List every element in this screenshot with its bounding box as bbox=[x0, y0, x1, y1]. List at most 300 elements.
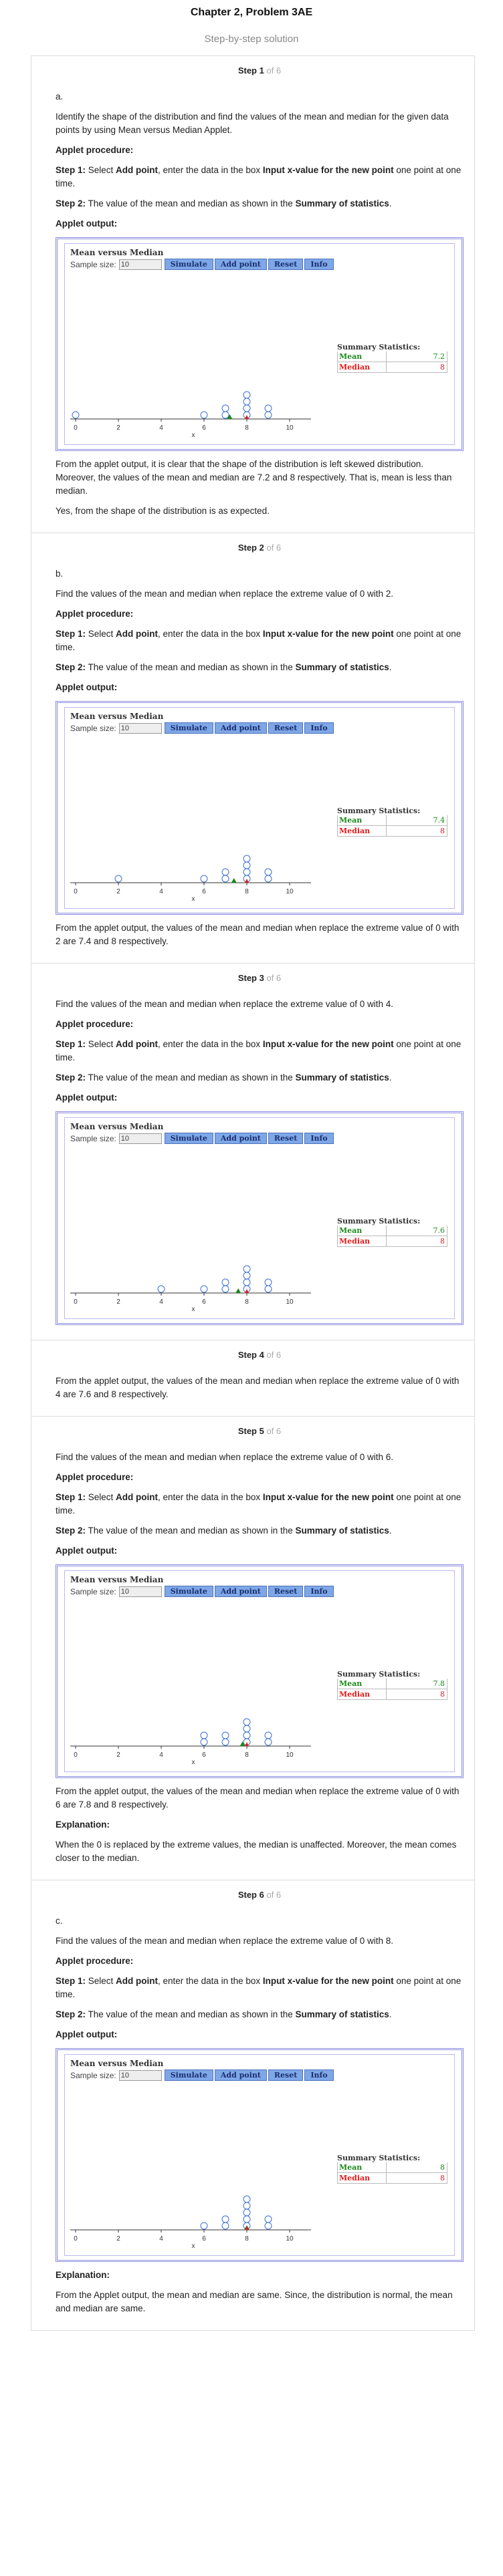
step-number: Step 4 bbox=[237, 1350, 264, 1360]
x-tick-label: 4 bbox=[159, 888, 163, 895]
data-point[interactable] bbox=[265, 405, 272, 412]
step2-text: The value of the mean and median as shown in the bbox=[86, 198, 296, 208]
add-point-button[interactable]: Add point bbox=[215, 259, 267, 270]
add-point-ref: Add point bbox=[116, 1492, 159, 1502]
input-box-ref: Input x-value for the new point bbox=[262, 1976, 394, 1986]
applet-procedure-label: Applet procedure: bbox=[56, 1019, 134, 1029]
data-point[interactable] bbox=[243, 1266, 250, 1272]
part-label: b. bbox=[56, 569, 64, 579]
summary-ref: Summary of statistics bbox=[295, 662, 389, 672]
data-point[interactable] bbox=[265, 1286, 272, 1292]
input-box-ref: Input x-value for the new point bbox=[262, 629, 394, 639]
simulate-button[interactable]: Simulate bbox=[165, 2069, 213, 2081]
step-number: Step 1 bbox=[237, 65, 264, 76]
mean-marker bbox=[231, 878, 237, 883]
step-section bbox=[31, 1340, 475, 1416]
sample-size-input[interactable]: 10 bbox=[119, 1133, 162, 1144]
step-header bbox=[56, 65, 464, 76]
data-point[interactable] bbox=[222, 2223, 229, 2229]
applet-procedure-label: Applet procedure: bbox=[56, 609, 134, 619]
applet-frame bbox=[56, 1564, 464, 1778]
dot-plot-svg bbox=[70, 1258, 324, 1312]
mean-median-applet bbox=[64, 243, 455, 445]
solution-steps bbox=[0, 55, 503, 2331]
data-point[interactable] bbox=[222, 1739, 229, 1745]
step1-label: Step 1: bbox=[56, 1492, 86, 1502]
x-tick-label: 2 bbox=[116, 1298, 120, 1306]
simulate-button[interactable]: Simulate bbox=[165, 1586, 213, 1597]
step1-text: one point at one time. bbox=[56, 629, 462, 652]
mean-value: 7.6 bbox=[386, 1226, 447, 1236]
step-conclusion: From the applet output, the values of the mean and median when replace the extreme value of 0 with 4 are 7.6 and 8 respectively. bbox=[56, 1376, 460, 1399]
data-point[interactable] bbox=[201, 875, 207, 882]
step-header bbox=[56, 973, 464, 983]
step1-label: Step 1: bbox=[56, 165, 86, 175]
simulate-button[interactable]: Simulate bbox=[165, 722, 213, 734]
applet-frame bbox=[56, 237, 464, 451]
applet-output-label: Applet output: bbox=[56, 682, 118, 692]
data-point[interactable] bbox=[222, 412, 229, 418]
x-tick-label: 6 bbox=[202, 1298, 206, 1306]
mean-label: Mean bbox=[339, 1679, 363, 1688]
sample-size-label: Sample size: bbox=[70, 259, 116, 269]
summary-statistics-title: Summary Statistics: bbox=[337, 1670, 421, 1679]
page-title: Chapter 2, Problem 3AE bbox=[190, 7, 313, 18]
step1-text: one point at one time. bbox=[56, 1039, 462, 1062]
mean-value: 7.8 bbox=[386, 1679, 447, 1689]
mean-label: Mean bbox=[339, 352, 363, 361]
mean-row bbox=[337, 2162, 447, 2173]
info-button[interactable]: Info bbox=[304, 2069, 333, 2081]
step1-text: , enter the data in the box bbox=[158, 165, 263, 175]
data-point[interactable] bbox=[243, 405, 250, 412]
step2-label: Step 2: bbox=[56, 2009, 86, 2019]
step2-text: The value of the mean and median as shown in the bbox=[86, 2009, 296, 2019]
procedure-step-2 bbox=[56, 197, 464, 210]
data-point[interactable] bbox=[265, 1732, 272, 1739]
data-point[interactable] bbox=[115, 875, 122, 882]
x-tick-label: 10 bbox=[286, 888, 294, 895]
step-of-total: of 6 bbox=[266, 973, 282, 983]
mean-row bbox=[337, 1226, 447, 1236]
applet-procedure-label: Applet procedure: bbox=[56, 145, 134, 155]
x-tick-label: 4 bbox=[159, 424, 163, 432]
applet-output-label: Applet output: bbox=[56, 1093, 118, 1103]
dot-plot-svg bbox=[70, 384, 324, 438]
applet-frame bbox=[56, 1111, 464, 1325]
step-number: Step 5 bbox=[237, 1426, 264, 1436]
step1-text: , enter the data in the box bbox=[158, 1976, 263, 1986]
add-point-button[interactable]: Add point bbox=[215, 722, 267, 734]
data-point[interactable] bbox=[265, 2223, 272, 2229]
x-axis-label: x bbox=[191, 895, 195, 901]
summary-statistics bbox=[337, 807, 447, 837]
data-point[interactable] bbox=[265, 412, 272, 418]
applet-procedure-label: Applet procedure: bbox=[56, 1472, 134, 1482]
add-point-ref: Add point bbox=[116, 629, 159, 639]
summary-ref: Summary of statistics bbox=[295, 198, 389, 208]
add-point-button[interactable]: Add point bbox=[215, 2069, 267, 2081]
median-marker bbox=[245, 415, 249, 419]
x-axis-label: x bbox=[191, 2243, 195, 2249]
step-section bbox=[31, 533, 475, 963]
data-point[interactable] bbox=[265, 1739, 272, 1745]
x-tick-label: 4 bbox=[159, 1298, 163, 1306]
step-number: Step 6 bbox=[237, 1890, 264, 1900]
data-point[interactable] bbox=[222, 1279, 229, 1286]
mean-value: 7.4 bbox=[386, 815, 447, 825]
mean-median-applet bbox=[64, 2054, 455, 2256]
data-point[interactable] bbox=[243, 1279, 250, 1286]
mean-row bbox=[337, 351, 447, 362]
step-intro: Find the values of the mean and median when replace the extreme value of 0 with 4. bbox=[56, 999, 394, 1009]
explanation-text: From the Applet output, the mean and median are same. Since, the distribution is normal, the mean and median are same. bbox=[56, 2290, 453, 2313]
x-tick-label: 8 bbox=[245, 424, 249, 432]
data-point[interactable] bbox=[243, 1732, 250, 1739]
step-header bbox=[56, 543, 464, 553]
reset-button[interactable]: Reset bbox=[268, 1586, 303, 1597]
data-point[interactable] bbox=[222, 405, 229, 412]
mean-marker bbox=[235, 1288, 241, 1293]
step-of-total: of 6 bbox=[266, 1890, 282, 1900]
x-tick-label: 0 bbox=[74, 888, 78, 895]
procedure-step-1 bbox=[56, 164, 464, 190]
step2-text: . bbox=[389, 2009, 392, 2019]
data-point[interactable] bbox=[243, 398, 250, 405]
step-of-total: of 6 bbox=[266, 65, 282, 76]
applet-frame bbox=[56, 701, 464, 915]
median-row bbox=[337, 362, 447, 373]
applet-title: Mean versus Median bbox=[70, 248, 164, 257]
summary-statistics-title: Summary Statistics: bbox=[337, 343, 421, 351]
mean-label: Mean bbox=[339, 816, 363, 825]
applet-controls bbox=[70, 722, 449, 734]
median-value: 8 bbox=[386, 1236, 447, 1246]
data-point[interactable] bbox=[265, 2216, 272, 2223]
summary-ref: Summary of statistics bbox=[295, 1072, 389, 1083]
x-tick-label: 10 bbox=[286, 424, 294, 432]
mean-row bbox=[337, 815, 447, 826]
sample-size-label: Sample size: bbox=[70, 723, 116, 733]
step-of-total: of 6 bbox=[266, 1426, 282, 1436]
simulate-button[interactable]: Simulate bbox=[165, 259, 213, 270]
data-point[interactable] bbox=[243, 855, 250, 862]
median-label: Median bbox=[339, 363, 371, 372]
applet-procedure-label: Applet procedure: bbox=[56, 1956, 134, 1966]
median-row bbox=[337, 1236, 447, 1247]
median-label: Median bbox=[339, 827, 371, 835]
applet-frame bbox=[56, 2048, 464, 2262]
median-value: 8 bbox=[386, 362, 447, 372]
step-section bbox=[31, 55, 475, 533]
sample-size-input[interactable]: 10 bbox=[119, 1586, 162, 1597]
mean-value: 8 bbox=[386, 2162, 447, 2172]
add-point-ref: Add point bbox=[116, 1976, 159, 1986]
x-tick-label: 2 bbox=[116, 888, 120, 895]
x-axis-label: x bbox=[191, 1306, 195, 1312]
procedure-step-2 bbox=[56, 2008, 464, 2021]
mean-value: 7.2 bbox=[386, 351, 447, 362]
data-point[interactable] bbox=[201, 2223, 207, 2229]
step2-text: . bbox=[389, 662, 392, 672]
step1-label: Step 1: bbox=[56, 1039, 86, 1049]
sample-size-input[interactable]: 10 bbox=[119, 723, 162, 734]
procedure-step-1 bbox=[56, 1491, 464, 1518]
x-tick-label: 8 bbox=[245, 888, 249, 895]
mean-row bbox=[337, 1679, 447, 1689]
data-point[interactable] bbox=[243, 1272, 250, 1279]
summary-ref: Summary of statistics bbox=[295, 2009, 389, 2019]
x-tick-label: 6 bbox=[202, 1751, 206, 1759]
step2-label: Step 2: bbox=[56, 662, 86, 672]
step1-text: one point at one time. bbox=[56, 1492, 462, 1516]
input-box-ref: Input x-value for the new point bbox=[262, 1039, 394, 1049]
step2-text: . bbox=[389, 1072, 392, 1083]
x-tick-label: 6 bbox=[202, 888, 206, 895]
step1-text: Select bbox=[86, 629, 116, 639]
summary-statistics bbox=[337, 1670, 447, 1700]
data-point[interactable] bbox=[222, 869, 229, 875]
data-point[interactable] bbox=[265, 1279, 272, 1286]
mean-median-applet bbox=[64, 1570, 455, 1772]
data-point[interactable] bbox=[243, 862, 250, 869]
simulate-button[interactable]: Simulate bbox=[165, 1133, 213, 1144]
step-of-total: of 6 bbox=[266, 1350, 282, 1360]
dot-plot bbox=[70, 384, 324, 440]
data-point[interactable] bbox=[243, 869, 250, 875]
step-intro: Find the values of the mean and median when replace the extreme value of 0 with 8. bbox=[56, 1936, 394, 1946]
step1-text: Select bbox=[86, 1976, 116, 1986]
sample-size-label: Sample size: bbox=[70, 1133, 116, 1143]
step2-label: Step 2: bbox=[56, 1526, 86, 1536]
step-header bbox=[56, 1890, 464, 1900]
step-section bbox=[31, 1416, 475, 1880]
step1-text: Select bbox=[86, 165, 116, 175]
applet-controls bbox=[70, 2069, 449, 2081]
data-point[interactable] bbox=[201, 1286, 207, 1292]
data-point[interactable] bbox=[201, 412, 207, 418]
x-tick-label: 6 bbox=[202, 424, 206, 432]
procedure-step-2 bbox=[56, 1071, 464, 1085]
mean-marker bbox=[240, 1741, 245, 1746]
explanation-label: Explanation: bbox=[56, 1820, 110, 1830]
data-point[interactable] bbox=[222, 875, 229, 882]
median-value: 8 bbox=[386, 1689, 447, 1699]
data-point[interactable] bbox=[222, 2216, 229, 2223]
step1-text: , enter the data in the box bbox=[158, 629, 263, 639]
data-point[interactable] bbox=[243, 2209, 250, 2216]
x-tick-label: 10 bbox=[286, 1298, 294, 1306]
dot-plot bbox=[70, 848, 324, 903]
step-intro: Identify the shape of the distribution and find the values of the mean and median for the given data points by using Mean versus Median Applet. bbox=[56, 112, 449, 135]
median-marker bbox=[245, 1289, 249, 1293]
applet-output-label: Applet output: bbox=[56, 1546, 118, 1556]
explanation-label: Explanation: bbox=[56, 2270, 110, 2280]
median-label: Median bbox=[339, 1237, 371, 1246]
summary-ref: Summary of statistics bbox=[295, 1526, 389, 1536]
data-point[interactable] bbox=[201, 1739, 207, 1745]
summary-statistics bbox=[337, 2154, 447, 2184]
dot-plot-svg bbox=[70, 1711, 324, 1765]
info-button[interactable]: Info bbox=[304, 722, 333, 734]
step-section bbox=[31, 963, 475, 1340]
summary-statistics-title: Summary Statistics: bbox=[337, 2154, 421, 2162]
summary-statistics bbox=[337, 343, 447, 373]
step1-text: , enter the data in the box bbox=[158, 1039, 263, 1049]
data-point[interactable] bbox=[222, 1732, 229, 1739]
add-point-ref: Add point bbox=[116, 165, 159, 175]
dot-plot-svg bbox=[70, 848, 324, 901]
median-row bbox=[337, 1689, 447, 1700]
median-label: Median bbox=[339, 1690, 371, 1699]
data-point[interactable] bbox=[72, 412, 79, 418]
x-tick-label: 0 bbox=[74, 2235, 78, 2243]
step2-text: The value of the mean and median as shown in the bbox=[86, 662, 296, 672]
applet-controls bbox=[70, 1133, 449, 1144]
mean-marker bbox=[227, 414, 232, 419]
step1-text: one point at one time. bbox=[56, 165, 462, 188]
median-value: 8 bbox=[386, 826, 447, 836]
x-tick-label: 8 bbox=[245, 1751, 249, 1759]
dot-plot bbox=[70, 1258, 324, 1314]
input-box-ref: Input x-value for the new point bbox=[262, 165, 394, 175]
procedure-step-1 bbox=[56, 627, 464, 654]
step-section bbox=[31, 1880, 475, 2331]
dot-plot-svg bbox=[70, 2195, 324, 2249]
data-point[interactable] bbox=[243, 392, 250, 398]
info-button[interactable]: Info bbox=[304, 1586, 333, 1597]
procedure-step-1 bbox=[56, 1975, 464, 2001]
add-point-ref: Add point bbox=[116, 1039, 159, 1049]
x-tick-label: 8 bbox=[245, 1298, 249, 1306]
add-point-button[interactable]: Add point bbox=[215, 1586, 267, 1597]
step-conclusion: Yes, from the shape of the distribution is as expected. bbox=[56, 506, 270, 516]
data-point[interactable] bbox=[243, 2216, 250, 2223]
reset-button[interactable]: Reset bbox=[268, 259, 303, 270]
data-point[interactable] bbox=[243, 2196, 250, 2202]
dot-plot bbox=[70, 1711, 324, 1767]
x-tick-label: 8 bbox=[245, 2235, 249, 2243]
sample-size-label: Sample size: bbox=[70, 1586, 116, 1596]
step-number: Step 2 bbox=[237, 543, 264, 553]
step-conclusion: From the applet output, it is clear that the shape of the distribution is left skewed distribution. Moreover, the values of the mean and median are 7.2 and 8 respectively. That is, mean is less than median. bbox=[56, 459, 452, 496]
applet-controls bbox=[70, 1586, 449, 1597]
mean-median-applet bbox=[64, 1117, 455, 1319]
x-tick-label: 0 bbox=[74, 1298, 78, 1306]
x-tick-label: 2 bbox=[116, 2235, 120, 2243]
x-tick-label: 0 bbox=[74, 1751, 78, 1759]
step2-text: The value of the mean and median as shown in the bbox=[86, 1526, 296, 1536]
data-point[interactable] bbox=[265, 869, 272, 875]
median-label: Median bbox=[339, 2174, 371, 2182]
applet-title: Mean versus Median bbox=[70, 1122, 164, 1131]
add-point-button[interactable]: Add point bbox=[215, 1133, 267, 1144]
step1-text: , enter the data in the box bbox=[158, 1492, 263, 1502]
step1-text: Select bbox=[86, 1492, 116, 1502]
applet-controls bbox=[70, 259, 449, 270]
step2-text: . bbox=[389, 198, 392, 208]
step-of-total: of 6 bbox=[266, 543, 282, 553]
step-header bbox=[56, 1350, 464, 1360]
x-tick-label: 2 bbox=[116, 424, 120, 432]
dot-plot bbox=[70, 2195, 324, 2251]
sample-size-input[interactable]: 10 bbox=[119, 259, 162, 270]
sample-size-input[interactable]: 10 bbox=[119, 2070, 162, 2081]
procedure-step-2 bbox=[56, 661, 464, 674]
mean-median-applet bbox=[64, 707, 455, 909]
step2-label: Step 2: bbox=[56, 198, 86, 208]
reset-button[interactable]: Reset bbox=[268, 2069, 303, 2081]
step-header bbox=[56, 1426, 464, 1436]
step2-text: . bbox=[389, 1526, 392, 1536]
step1-label: Step 1: bbox=[56, 1976, 86, 1986]
reset-button[interactable]: Reset bbox=[268, 722, 303, 734]
median-marker bbox=[245, 1742, 249, 1746]
summary-statistics-title: Summary Statistics: bbox=[337, 1217, 421, 1226]
mean-label: Mean bbox=[339, 2163, 363, 2172]
applet-title: Mean versus Median bbox=[70, 712, 164, 721]
info-button[interactable]: Info bbox=[304, 1133, 333, 1144]
median-row bbox=[337, 826, 447, 837]
data-point[interactable] bbox=[158, 1286, 165, 1292]
step-intro: Find the values of the mean and median when replace the extreme value of 0 with 2. bbox=[56, 589, 394, 599]
applet-output-label: Applet output: bbox=[56, 219, 118, 229]
applet-title: Mean versus Median bbox=[70, 2059, 164, 2068]
data-point[interactable] bbox=[222, 1286, 229, 1292]
x-tick-label: 4 bbox=[159, 2235, 163, 2243]
median-value: 8 bbox=[386, 2173, 447, 2183]
part-label: a. bbox=[56, 92, 64, 102]
page-subtitle: Step-by-step solution bbox=[204, 33, 299, 45]
summary-statistics bbox=[337, 1217, 447, 1247]
mean-label: Mean bbox=[339, 1226, 363, 1235]
step2-label: Step 2: bbox=[56, 1072, 86, 1083]
info-button[interactable]: Info bbox=[304, 259, 333, 270]
step-intro: Find the values of the mean and median when replace the extreme value of 0 with 6. bbox=[56, 1452, 394, 1462]
step1-text: one point at one time. bbox=[56, 1976, 462, 1999]
step1-label: Step 1: bbox=[56, 629, 86, 639]
part-label: c. bbox=[56, 1916, 63, 1926]
applet-title: Mean versus Median bbox=[70, 1575, 164, 1584]
summary-statistics-title: Summary Statistics: bbox=[337, 807, 421, 815]
data-point[interactable] bbox=[243, 2202, 250, 2209]
median-row bbox=[337, 2173, 447, 2184]
explanation-text: When the 0 is replaced by the extreme values, the median is unaffected. Moreover, the mean comes closer to the median. bbox=[56, 1840, 457, 1863]
procedure-step-2 bbox=[56, 1524, 464, 1538]
x-tick-label: 10 bbox=[286, 2235, 294, 2243]
input-box-ref: Input x-value for the new point bbox=[262, 1492, 394, 1502]
reset-button[interactable]: Reset bbox=[268, 1133, 303, 1144]
data-point[interactable] bbox=[265, 875, 272, 882]
data-point[interactable] bbox=[201, 1732, 207, 1739]
x-tick-label: 10 bbox=[286, 1751, 294, 1759]
x-tick-label: 4 bbox=[159, 1751, 163, 1759]
step-number: Step 3 bbox=[237, 973, 264, 983]
x-axis-label: x bbox=[191, 432, 195, 438]
data-point[interactable] bbox=[243, 1725, 250, 1732]
median-marker bbox=[245, 879, 249, 883]
step-conclusion: From the applet output, the values of the mean and median when replace the extreme value of 0 with 6 are 7.8 and 8 respectively. bbox=[56, 1786, 460, 1810]
x-axis-label: x bbox=[191, 1759, 195, 1765]
step2-text: The value of the mean and median as shown in the bbox=[86, 1072, 296, 1083]
x-tick-label: 6 bbox=[202, 2235, 206, 2243]
x-tick-label: 0 bbox=[74, 424, 78, 432]
step1-text: Select bbox=[86, 1039, 116, 1049]
data-point[interactable] bbox=[243, 1719, 250, 1725]
step-conclusion: From the applet output, the values of the mean and median when replace the extreme value of 0 with 2 are 7.4 and 8 respectively. bbox=[56, 923, 460, 946]
procedure-step-1 bbox=[56, 1038, 464, 1064]
sample-size-label: Sample size: bbox=[70, 2070, 116, 2080]
